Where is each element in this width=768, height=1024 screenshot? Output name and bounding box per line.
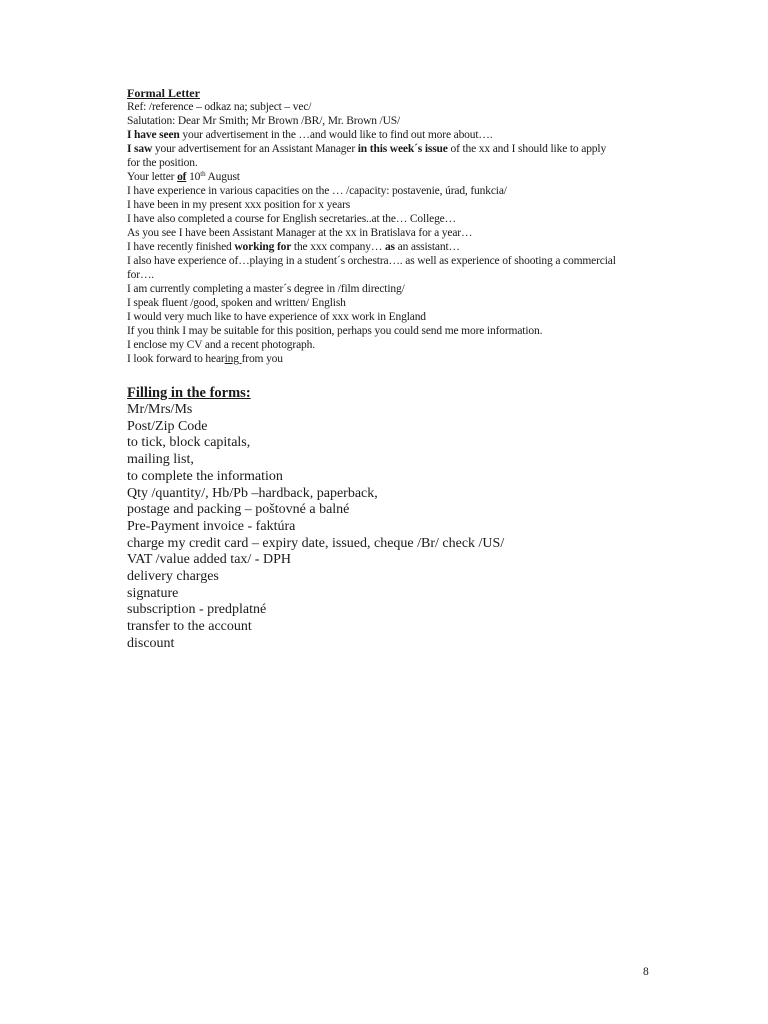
text-run: your advertisement for an Assistant Manager: [152, 143, 358, 155]
text-run: I speak fluent /good, spoken and written/ English: [127, 297, 346, 309]
forms-vocabulary-item: postage and packing – poštovné a balné: [127, 502, 350, 518]
text-run: Salutation: Dear Mr Smith; Mr Brown /BR/, Mr. Brown /US/: [127, 115, 401, 127]
text-run: If you think I may be suitable for this position, perhaps you could send me more information.: [127, 325, 543, 337]
text-run: I have been in my present xxx position for x years: [127, 199, 351, 211]
text-run: your advertisement in the …and would like to find out more about….: [179, 129, 493, 141]
text-run: ing: [224, 353, 242, 365]
forms-vocabulary-item: to tick, block capitals,: [127, 435, 251, 451]
text-run: Ref: /reference – odkaz na; subject – vec/: [127, 101, 312, 113]
forms-vocabulary-item: charge my credit card – expiry date, issued, cheque /Br/ check /US/: [127, 535, 505, 551]
letter-phrase-line: [127, 226, 657, 240]
text-run: the xxx company…: [291, 241, 385, 253]
text-run: of: [177, 171, 187, 183]
forms-vocabulary-item: Mr/Mrs/Ms: [127, 402, 193, 417]
letter-phrase-line: [127, 156, 657, 170]
forms-vocabulary-item: signature: [127, 585, 179, 601]
text-run: I saw: [127, 143, 153, 155]
forms-vocabulary-item: subscription - predplatné: [127, 602, 267, 618]
letter-phrase-line: [127, 296, 657, 310]
letter-phrase-line: [127, 338, 657, 352]
forms-heading: Filling in the forms:: [127, 385, 251, 401]
forms-vocabulary-item: Qty /quantity/, Hb/Pb –hardback, paperback,: [127, 485, 378, 501]
formal-letter-heading: Formal Letter: [127, 86, 200, 100]
text-run: I have seen: [127, 129, 180, 141]
text-run: I have recently finished: [127, 241, 235, 253]
forms-vocabulary-item: transfer to the account: [127, 619, 252, 635]
text-run: working for: [234, 241, 292, 253]
letter-phrase-line: [127, 198, 657, 212]
text-run: from you: [241, 353, 283, 365]
formal-letter-section: [127, 86, 657, 366]
letter-phrase-line: [127, 310, 657, 324]
letter-phrase-line: [127, 100, 657, 114]
forms-vocabulary-item: delivery charges: [127, 569, 219, 585]
forms-vocabulary-item: Post/Zip Code: [127, 418, 208, 434]
text-run: of the xx and I should like to apply: [447, 143, 607, 155]
forms-vocabulary-item: Pre-Payment invoice - faktúra: [127, 518, 296, 534]
text-run: I have experience in various capacities on the … /capacity: postavenie, úrad, funkcia/: [127, 185, 507, 197]
text-run: th: [200, 170, 206, 178]
forms-vocabulary-item: mailing list,: [127, 452, 194, 468]
letter-phrase-line: [127, 128, 657, 142]
text-run: for the position.: [127, 157, 198, 169]
forms-vocabulary-item: to complete the information: [127, 468, 283, 484]
letter-phrase-line: [127, 184, 657, 198]
text-run: August: [205, 171, 240, 183]
letter-phrase-line: [127, 212, 657, 226]
text-run: I also have experience of…playing in a student´s orchestra…. as well as experience of shooting a commercial: [127, 255, 616, 267]
text-run: I am currently completing a master´s degree in /film directing/: [127, 283, 405, 295]
text-run: As you see I have been Assistant Manager at the xx in Bratislava for a year…: [127, 227, 473, 239]
text-run: as: [384, 241, 395, 253]
text-run: I would very much like to have experience of xxx work in England: [127, 311, 426, 323]
text-run: I look forward to hear: [127, 353, 225, 365]
forms-section: [127, 385, 647, 653]
letter-phrase-line: [127, 282, 657, 296]
forms-vocabulary-item: VAT /value added tax/ - DPH: [127, 552, 291, 568]
letter-phrase-line: [127, 240, 657, 254]
letter-phrase-line: [127, 142, 657, 156]
letter-phrase-line: [127, 114, 657, 128]
letter-phrase-line: [127, 268, 657, 282]
text-run: in this week´s issue: [357, 143, 448, 155]
text-run: an assistant…: [394, 241, 460, 253]
text-run: for….: [127, 269, 155, 281]
text-run: I enclose my CV and a recent photograph.: [127, 339, 315, 351]
text-run: 10: [186, 171, 201, 183]
letter-phrase-line: [127, 352, 657, 366]
text-run: Your letter: [127, 171, 178, 183]
forms-vocabulary-list: [127, 402, 647, 653]
text-run: I have also completed a course for English secretaries..at the… College…: [127, 213, 456, 225]
formal-letter-phrase-list: [127, 100, 657, 366]
letter-phrase-line: [127, 170, 657, 184]
page-number: 8: [643, 966, 649, 978]
forms-vocabulary-item: discount: [127, 635, 175, 651]
letter-phrase-line: [127, 324, 657, 338]
letter-phrase-line: [127, 254, 657, 268]
